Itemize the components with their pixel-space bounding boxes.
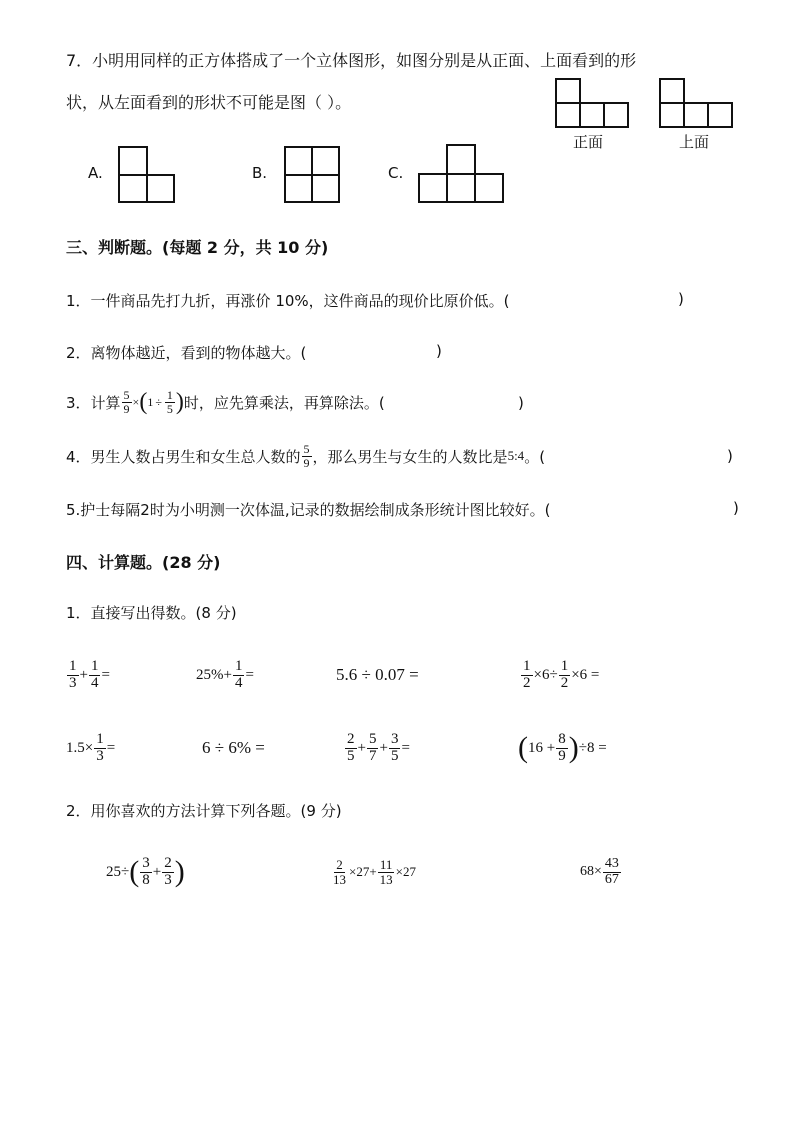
fraction-numerator: 5 xyxy=(123,387,130,402)
direct-expr-4 xyxy=(520,655,599,695)
judge-item-3-pre: 3．计算 xyxy=(66,393,121,412)
judge-item-3 xyxy=(66,382,385,422)
judge-item-3-post: 时，应先算乘法，再算除法。( xyxy=(183,393,385,412)
expr-pre: 1.5× xyxy=(66,739,94,756)
fraction-numerator: 5 xyxy=(303,441,310,456)
expr-mid: ×6÷ xyxy=(533,666,558,683)
q7-line1: 7．小明用同样的正方体搭成了一个立体图形，如图分别是从正面、上面看到的形 xyxy=(66,51,637,70)
fraction-denominator: 3 xyxy=(96,747,104,764)
section4-heading: 四、计算题。(28 分) xyxy=(66,553,221,572)
direct-expr-8: ( 16 + $\frac{8}{9}$ ) ÷8 = xyxy=(518,730,607,764)
judge-item-3-close: ) xyxy=(518,394,524,412)
judge-item-1-close: ) xyxy=(678,290,684,308)
fraction-numerator: 2 xyxy=(164,854,172,871)
judge-item-2 xyxy=(66,342,306,363)
direct-expr-2 xyxy=(196,655,254,695)
fraction-numerator: 1 xyxy=(234,657,243,674)
fraction-denominator: 4 xyxy=(90,674,99,691)
fraction-denominator: 9 xyxy=(303,455,310,470)
expr-inner: 16 + xyxy=(528,739,556,756)
option-b-figure xyxy=(284,146,340,204)
option-a-label: A. xyxy=(88,164,103,182)
judge-item-5-close: ) xyxy=(733,499,739,517)
expr-post: ×27 xyxy=(395,864,417,879)
judge-item-4-pre: 4．男生人数占男生和女生总人数的 xyxy=(66,447,301,466)
fraction-denominator: 13 xyxy=(333,871,346,887)
equals-sign: = xyxy=(101,666,110,683)
judge-item-3-expression: $\frac{5}{9}$ × ( 1 ÷ $\frac{1}{5}$ ) xyxy=(123,387,184,416)
expr-pre: 25% xyxy=(196,666,224,683)
expr-pre: 25÷ xyxy=(106,863,130,880)
expr-post: ×6 = xyxy=(571,666,600,683)
section3-heading: 三、判断题。(每题 2 分，共 10 分) xyxy=(66,238,329,257)
fraction-numerator: 8 xyxy=(558,730,566,747)
fraction-denominator: 9 xyxy=(123,401,130,416)
plus-sign: + xyxy=(152,863,162,880)
fraction-numerator: 2 xyxy=(336,856,343,872)
front-view-label: 正面 xyxy=(573,133,604,151)
fraction-denominator: 2 xyxy=(560,674,569,691)
section4-sub1: 1．直接写出得数。(8 分) xyxy=(66,604,237,622)
judge-item-5 xyxy=(66,499,550,520)
method-expr-3 xyxy=(580,852,622,892)
divide-sign: ÷ xyxy=(155,394,162,409)
judge-item-2-text: 2．离物体越近，看到的物体越大。( xyxy=(66,344,307,362)
option-a-figure xyxy=(118,146,176,204)
judge-item-4-post2: 。( xyxy=(524,447,546,466)
option-c-figure xyxy=(418,144,505,204)
equals-sign: = xyxy=(106,739,116,756)
judge-item-1 xyxy=(66,290,510,311)
plus-sign: + xyxy=(357,739,366,756)
fraction-numerator: 2 xyxy=(347,730,355,747)
ratio-value: 5:4 xyxy=(507,448,525,463)
inner-operand: 1 xyxy=(147,394,154,409)
fraction-denominator: 67 xyxy=(604,871,619,887)
fraction-numerator: 3 xyxy=(390,730,399,747)
top-view-figure xyxy=(659,78,734,130)
direct-expr-6: 6 ÷ 6% = xyxy=(202,738,265,757)
fraction-denominator: 7 xyxy=(368,747,377,764)
method-expr-1: 25÷ ( $\frac{3}{8}$ + $\frac{2}{3}$ ) xyxy=(106,854,185,888)
method-expr-2 xyxy=(330,852,416,892)
fraction-numerator: 3 xyxy=(142,854,150,871)
fraction-numerator: 1 xyxy=(523,657,531,674)
direct-expr-5 xyxy=(66,728,115,768)
fraction-denominator: 5 xyxy=(390,747,399,764)
fraction-numerator: 11 xyxy=(379,856,393,872)
fraction-denominator: 5 xyxy=(347,747,355,764)
fraction-denominator: 9 xyxy=(558,747,566,764)
judge-item-4-close: ) xyxy=(727,447,733,465)
q7-line2: 状，从左面看到的形状不可能是图（ ）。 xyxy=(66,93,352,112)
fraction-denominator: 4 xyxy=(234,674,243,691)
expr-pre: 68× xyxy=(580,864,602,879)
fraction-denominator: 13 xyxy=(379,871,393,887)
plus-sign: + xyxy=(223,666,232,683)
fraction-denominator: 3 xyxy=(164,871,172,888)
fraction-numerator: 1 xyxy=(90,657,99,674)
fraction-numerator: 1 xyxy=(560,657,569,674)
fraction-numerator: 5 xyxy=(368,730,377,747)
multiply-sign: × xyxy=(132,394,140,409)
fraction-denominator: 5 xyxy=(166,401,173,416)
equals-sign: = xyxy=(401,739,410,756)
expr-post: ÷8 = xyxy=(578,739,607,756)
option-c-label: C. xyxy=(388,164,404,182)
direct-expr-3: 5.6 ÷ 0.07 = xyxy=(336,665,419,684)
fraction-denominator: 2 xyxy=(523,674,531,691)
fraction-denominator: 8 xyxy=(142,871,150,888)
fraction-numerator: 1 xyxy=(166,387,173,402)
equals-sign: = xyxy=(245,666,254,683)
judge-item-2-close: ) xyxy=(436,342,442,360)
judge-item-4 xyxy=(66,436,545,476)
judge-item-5-text: 5.护士每隔2时为小明测一次体温,记录的数据绘制成条形统计图比较好。( xyxy=(66,501,551,519)
judge-item-1-text: 1．一件商品先打九折，再涨价 10%，这件商品的现价比原价低。( xyxy=(66,292,510,310)
expr-mid: ×27+ xyxy=(349,864,377,879)
front-view-figure xyxy=(555,78,630,130)
direct-expr-7 xyxy=(344,728,410,768)
judge-item-4-post: ，那么男生与女生的人数比是 xyxy=(312,447,508,466)
plus-sign: + xyxy=(379,739,388,756)
section4-sub2: 2．用你喜欢的方法计算下列各题。(9 分) xyxy=(66,802,342,820)
fraction-numerator: 43 xyxy=(604,855,619,871)
fraction-denominator: 3 xyxy=(69,674,77,691)
option-b-label: B. xyxy=(252,164,268,182)
top-view-label: 上面 xyxy=(679,133,710,151)
plus-sign: + xyxy=(79,666,88,683)
fraction-numerator: 1 xyxy=(69,657,77,674)
direct-expr-1 xyxy=(66,655,110,695)
fraction-numerator: 1 xyxy=(96,730,104,747)
